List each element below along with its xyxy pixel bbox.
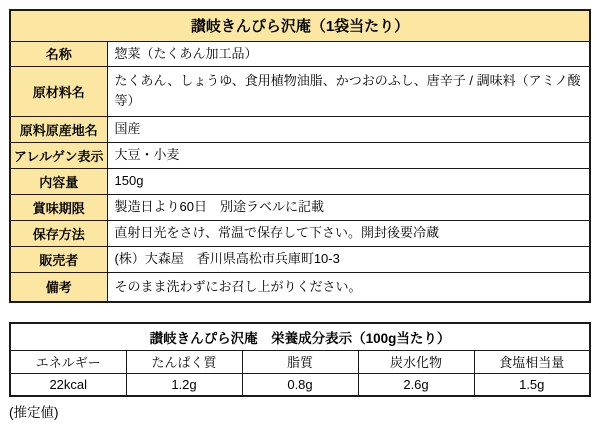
nutrition-title-row <box>10 323 590 350</box>
nutrition-col-salt: 食塩相当量 <box>474 350 590 373</box>
spec-row-origin <box>10 116 590 142</box>
nutrition-value-protein: 1.2g <box>126 373 242 396</box>
spec-row-remarks <box>10 272 590 302</box>
nutrition-col-fat: 脂質 <box>242 350 358 373</box>
spec-label: 原材料名 <box>10 66 107 116</box>
product-spec-table <box>9 9 591 303</box>
nutrition-section <box>9 322 591 421</box>
spec-row-best-before <box>10 194 590 220</box>
spec-header-row <box>10 10 590 41</box>
spec-row-storage <box>10 220 590 246</box>
spec-label: 賞味期限 <box>10 194 107 220</box>
spec-value: 大豆・小麦 <box>107 142 590 168</box>
spec-value: そのまま洗わずにお召し上がりください。 <box>107 272 590 302</box>
nutrition-value-carbs: 2.6g <box>358 373 474 396</box>
spec-row-net-content <box>10 168 590 194</box>
nutrition-table <box>9 322 591 397</box>
spec-value: 直射日光をさけ、常温で保存して下さい。開封後要冷蔵 <box>107 220 590 246</box>
nutrition-value-fat: 0.8g <box>242 373 358 396</box>
nutrition-value-energy: 22kcal <box>10 373 126 396</box>
nutrition-col-energy: エネルギー <box>10 350 126 373</box>
spec-value: 製造日より60日 別途ラベルに記載 <box>107 194 590 220</box>
spec-value: 国産 <box>107 116 590 142</box>
spec-value: (株）大森屋 香川県高松市兵庫町10-3 <box>107 246 590 272</box>
nutrition-col-carbs: 炭水化物 <box>358 350 474 373</box>
spec-row-name <box>10 41 590 66</box>
nutrition-values-row <box>10 373 590 396</box>
spec-row-ingredients <box>10 66 590 116</box>
spec-label: 名称 <box>10 41 107 66</box>
nutrition-value-salt: 1.5g <box>474 373 590 396</box>
nutrition-title: 讃岐きんぴら沢庵 栄養成分表示（100g当たり） <box>10 323 590 350</box>
spec-row-allergen <box>10 142 590 168</box>
spec-value: 150g <box>107 168 590 194</box>
nutrition-col-protein: たんぱく質 <box>126 350 242 373</box>
spec-value: たくあん、しょうゆ、食用植物油脂、かつおのふし、唐辛子 / 調味料（アミノ酸等） <box>107 66 590 116</box>
spec-value: 惣菜（たくあん加工品） <box>107 41 590 66</box>
spec-row-seller <box>10 246 590 272</box>
spec-label: 原料原産地名 <box>10 116 107 142</box>
nutrition-header-row <box>10 350 590 373</box>
spec-label: 備考 <box>10 272 107 302</box>
spec-label: アレルゲン表示 <box>10 142 107 168</box>
spec-label: 内容量 <box>10 168 107 194</box>
product-title: 讃岐きんぴら沢庵（1袋当たり） <box>10 10 590 41</box>
spec-label: 保存方法 <box>10 220 107 246</box>
spec-label: 販売者 <box>10 246 107 272</box>
estimated-value-note: (推定値) <box>9 405 59 421</box>
